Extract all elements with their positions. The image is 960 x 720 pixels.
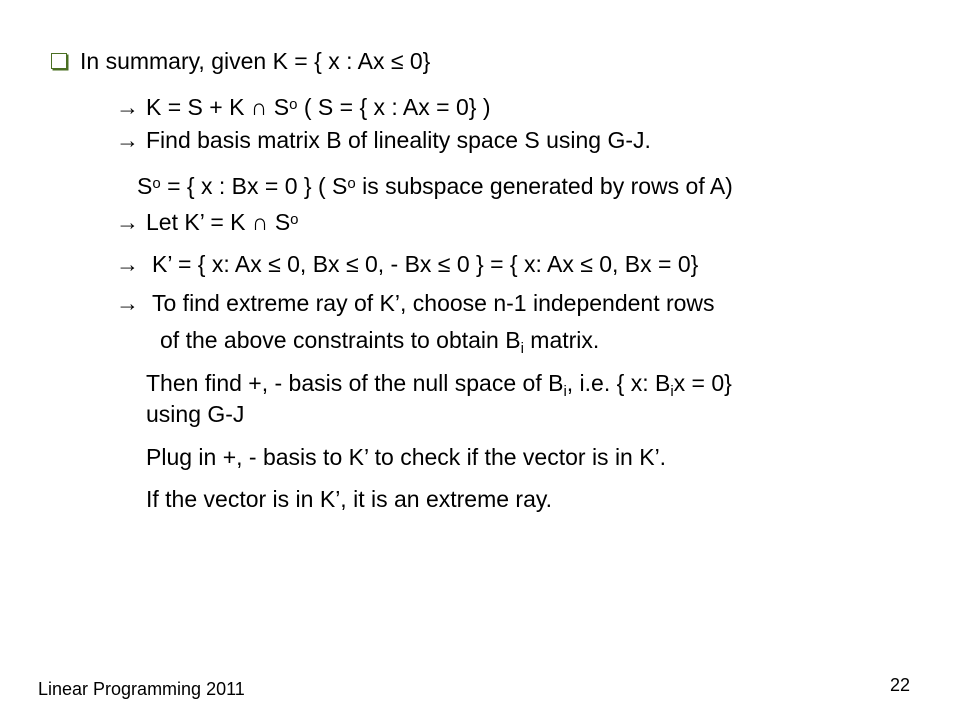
checkbox-bullet-icon <box>51 53 67 69</box>
summary-heading: In summary, given K = { x : Ax ≤ 0} <box>80 48 431 74</box>
arrow-icon: → <box>116 290 139 316</box>
line-plug-in: Plug in +, - basis to K’ to check if the vector is in K’. <box>146 444 667 470</box>
line-s-perp-definition: $S^o$ = { x : Bx = 0 } ( $S^o$ is subspace generated by rows of A) <box>137 173 733 199</box>
line-constraints-bi: of the above constraints to obtain $B_i$ matrix. <box>160 327 600 357</box>
footer-course-title: Linear Programming 2011 <box>38 679 245 699</box>
page-number: 22 <box>890 675 911 695</box>
arrow-icon: → <box>116 251 139 277</box>
line-extreme-ray-conclusion: If the vector is in K’, it is an extreme ray. <box>146 486 553 512</box>
line-using-gj: using G-J <box>146 401 245 427</box>
arrow-icon: → <box>116 209 139 235</box>
line-find-basis: → Find basis matrix B of lineality space S using G-J. <box>116 127 651 153</box>
arrow-icon: → <box>116 127 139 153</box>
line-null-space: Then find +, - basis of the null space of $B_i$, i.e. { x: $B_ix = 0$} <box>146 370 732 400</box>
line-k-prime-set: → K’ = { x: Ax ≤ 0, Bx ≤ 0, - Bx ≤ 0 } = { x: Ax ≤ 0, Bx = 0} <box>116 251 699 277</box>
arrow-icon: → <box>116 94 139 120</box>
line-find-extreme-ray: → To find extreme ray of K’, choose n-1 independent rows <box>116 290 715 316</box>
line-let-k-prime: → Let K’ = K ∩ $S^o$ <box>116 209 299 235</box>
line-k-decomposition: → K = S + K ∩ $S^o$ ( S = { x : Ax = 0} ) <box>116 94 491 120</box>
